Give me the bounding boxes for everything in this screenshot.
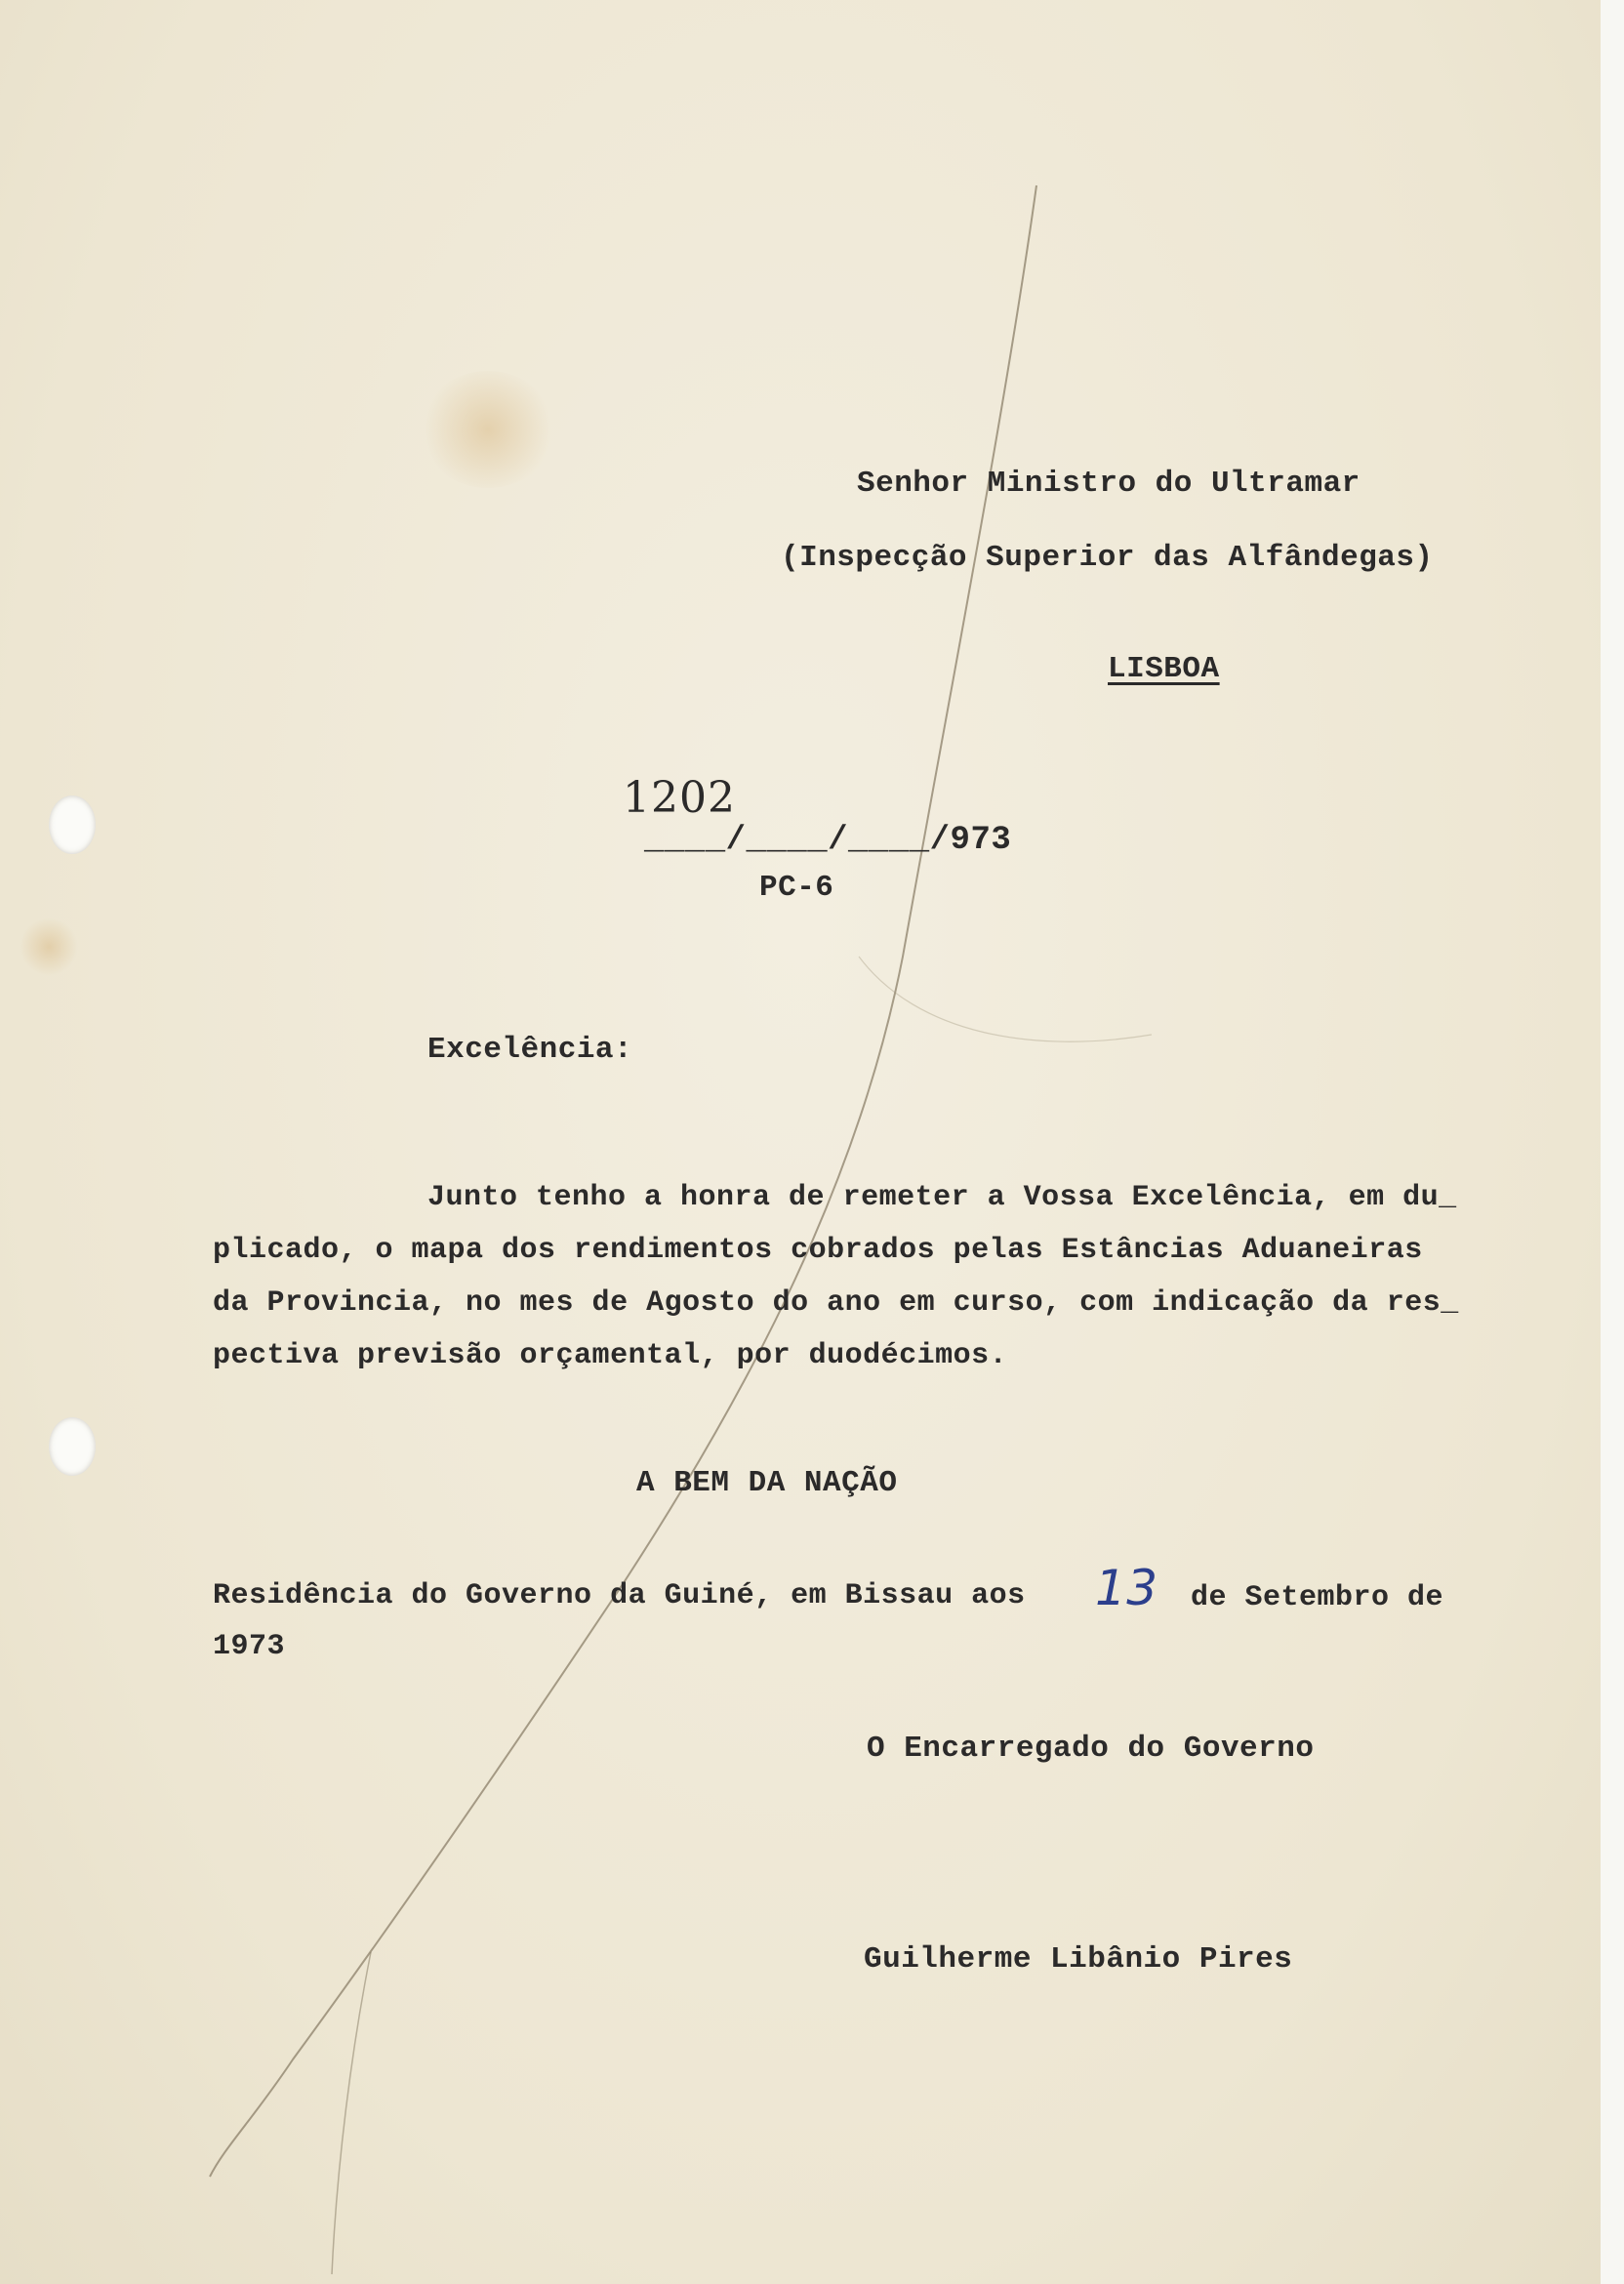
page-edge xyxy=(1601,0,1624,2284)
addressee-line2: (Inspecção Superior das Alfândegas) xyxy=(781,541,1434,575)
closing-motto: A BEM DA NAÇÃO xyxy=(636,1466,898,1500)
signatory-title: O Encarregado do Governo xyxy=(867,1732,1315,1766)
body-line-1: Junto tenho a honra de remeter a Vossa Excelência, em du_ xyxy=(427,1181,1457,1214)
addressee-line1: Senhor Ministro do Ultramar xyxy=(857,467,1360,501)
handwritten-day: 13 xyxy=(1095,1560,1158,1616)
reference-number: 1202 xyxy=(623,773,736,823)
reference-code: PC-6 xyxy=(759,871,834,905)
signatory-name: Guilherme Libânio Pires xyxy=(864,1942,1293,1977)
addressee-city: LISBOA xyxy=(1108,652,1220,686)
punch-hole xyxy=(49,795,96,854)
punch-hole xyxy=(49,1417,96,1476)
place-date-suffix: de Setembro de xyxy=(1191,1581,1444,1614)
place-date-year: 1973 xyxy=(213,1630,286,1663)
place-date-prefix: Residência do Governo da Guiné, em Bissau aos xyxy=(213,1579,1026,1612)
paper-stain xyxy=(20,918,78,976)
body-line-4: pectiva previsão orçamental, por duodécimos. xyxy=(213,1339,1008,1372)
body-line-2: plicado, o mapa dos rendimentos cobrados pelas Estâncias Aduaneiras xyxy=(213,1234,1423,1267)
paper-stain xyxy=(420,371,556,488)
salutation: Excelência: xyxy=(427,1033,633,1067)
body-line-3: da Provincia, no mes de Agosto do ano em curso, com indicação da res_ xyxy=(213,1286,1459,1320)
reference-blanks-year: ____/____/____/973 xyxy=(644,822,1012,859)
